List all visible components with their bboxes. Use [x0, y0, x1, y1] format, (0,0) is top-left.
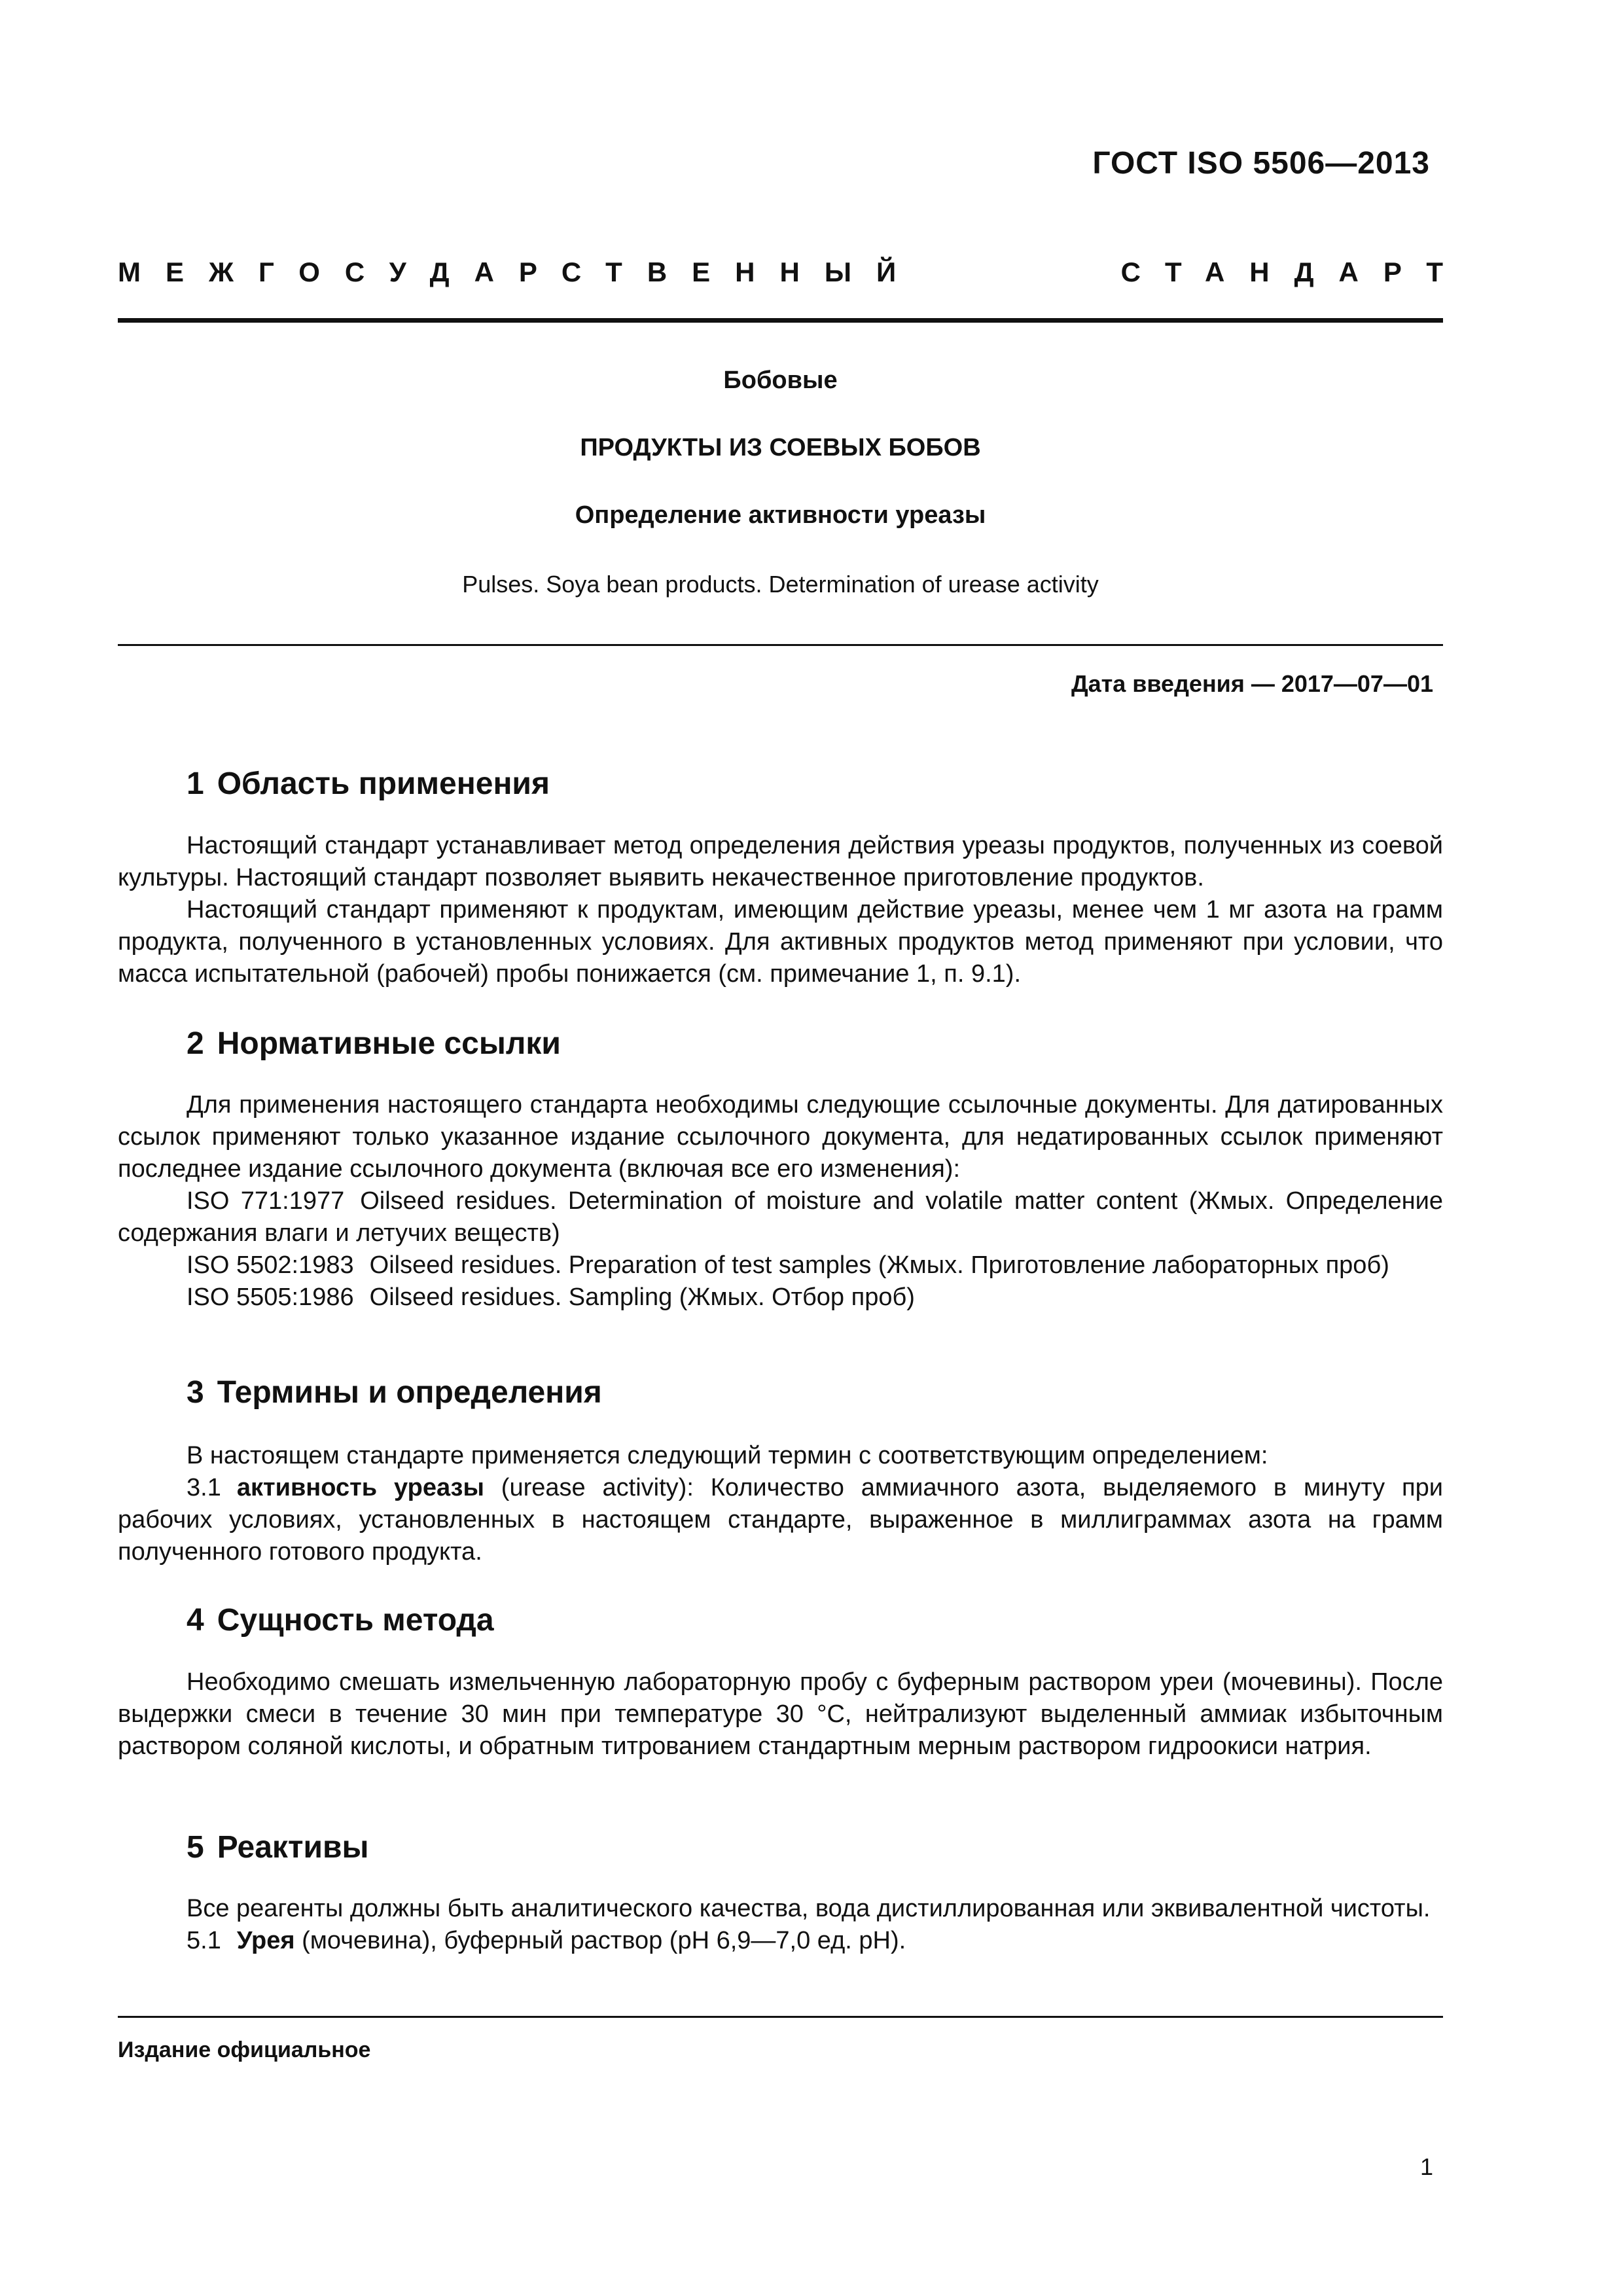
reference-text: Oilseed residues. Determination of moisture and volatile matter content (Жмых. Определение содержания влаги и летучих веществ) [118, 1187, 1443, 1247]
paragraph: Все реагенты должны быть аналитического качества, вода дистиллированная или эквивалентной чистоты. [187, 1895, 1431, 1922]
page-number: 1 [1419, 2153, 1433, 2180]
banner-word-interstate: МЕЖГОСУДАРСТВЕННЫЙ [118, 257, 921, 287]
section-number: 5 [187, 1830, 204, 1865]
item-term: Урея [236, 1927, 295, 1954]
reference-text: Oilseed residues. Sampling (Жмых. Отбор проб) [369, 1283, 915, 1311]
paragraph: В настоящем стандарте применяется следующий термин с соответствующим определением: [187, 1442, 1268, 1469]
section-2-heading [187, 1026, 561, 1062]
document-code: ГОСТ ISO 5506—2013 [1092, 146, 1430, 181]
section-1-heading [187, 766, 550, 802]
title-subtitle: Определение активности уреазы [575, 501, 986, 529]
section-title: Нормативные ссылки [217, 1026, 561, 1061]
section-4-body [118, 1666, 1443, 1763]
section-4-heading [187, 1602, 494, 1638]
item-number: 5.1 [187, 1927, 221, 1954]
section-number: 4 [187, 1603, 204, 1638]
official-edition-label: Издание официальное [118, 2037, 371, 2062]
reference-text: Oilseed residues. Preparation of test samples (Жмых. Приготовление лабораторных проб) [369, 1251, 1389, 1279]
title-divider [118, 644, 1443, 646]
title-english: Pulses. Soya bean products. Determination of urease activity [462, 571, 1099, 598]
reference-item [118, 1282, 1443, 1314]
reference-code: ISO 5505:1986 [187, 1283, 354, 1311]
paragraph: Для применения настоящего стандарта необходимы следующие ссылочные документы. Для датированных ссылок применяют только указанное издание ссылочного документа, для недатированных ссылок применяют последнее издание ссылочного документа (включая все его изменения): [118, 1091, 1443, 1183]
top-divider [118, 318, 1443, 323]
paragraph: Настоящий стандарт устанавливает метод определения действия уреазы продуктов, полученных из соевой культуры. Настоящий стандарт позволяет выявить некачественное приготовление продуктов. [118, 832, 1443, 891]
banner-word-standard: СТАНДАРТ [1120, 257, 1468, 287]
term-definition [118, 1472, 1443, 1568]
footer-divider [118, 2016, 1443, 2018]
section-number: 1 [187, 766, 204, 801]
term-number: 3.1 [187, 1474, 221, 1501]
item-text: (мочевина), буферный раствор (pH 6,9—7,0 ед. pH). [302, 1927, 906, 1954]
reference-item [118, 1249, 1443, 1282]
term-name: активность уреазы [236, 1474, 484, 1501]
section-3-body [118, 1440, 1443, 1568]
section-title: Область применения [217, 766, 550, 801]
section-1-body [118, 830, 1443, 990]
reagent-item [118, 1925, 1443, 1957]
section-number: 3 [187, 1375, 204, 1410]
section-number: 2 [187, 1026, 204, 1061]
section-5-body [118, 1893, 1443, 1957]
section-2-body [118, 1089, 1443, 1314]
term-text: (urease activity): Количество аммиачного азота, выделяемого в минуту при рабочих условиях, установленных в настоящем стандарте, выраженное в миллиграммах азота на грамм полученного готового продукта. [118, 1474, 1443, 1566]
section-3-heading [187, 1374, 602, 1410]
section-title: Термины и определения [217, 1375, 602, 1410]
section-title: Сущность метода [217, 1603, 494, 1638]
reference-code: ISO 771:1977 [187, 1187, 345, 1215]
reference-item [118, 1185, 1443, 1249]
reference-code: ISO 5502:1983 [187, 1251, 354, 1279]
title-category: Бобовые [723, 367, 838, 394]
section-title: Реактивы [217, 1830, 369, 1865]
introduction-date: Дата введения — 2017—07—01 [1071, 670, 1433, 697]
section-5-heading [187, 1829, 368, 1865]
title-main: ПРОДУКТЫ ИЗ СОЕВЫХ БОБОВ [580, 434, 981, 461]
paragraph: Настоящий стандарт применяют к продуктам, имеющим действие уреазы, менее чем 1 мг азота на грамм продукта, полученного в установленных условиях. Для активных продуктов метод применяют при условии, что масса испытательной (рабочей) пробы понижается (см. примечание 1, п. 9.1). [118, 896, 1443, 988]
paragraph: Необходимо смешать измельченную лабораторную пробу с буферным раствором уреи (мочевины). После выдержки смеси в течение 30 мин при температуре 30 °С, нейтрализуют выделенный аммиак избыточным раствором соляной кислоты, и обратным титрованием стандартным мерным раствором гидроокиси натрия. [118, 1668, 1443, 1760]
